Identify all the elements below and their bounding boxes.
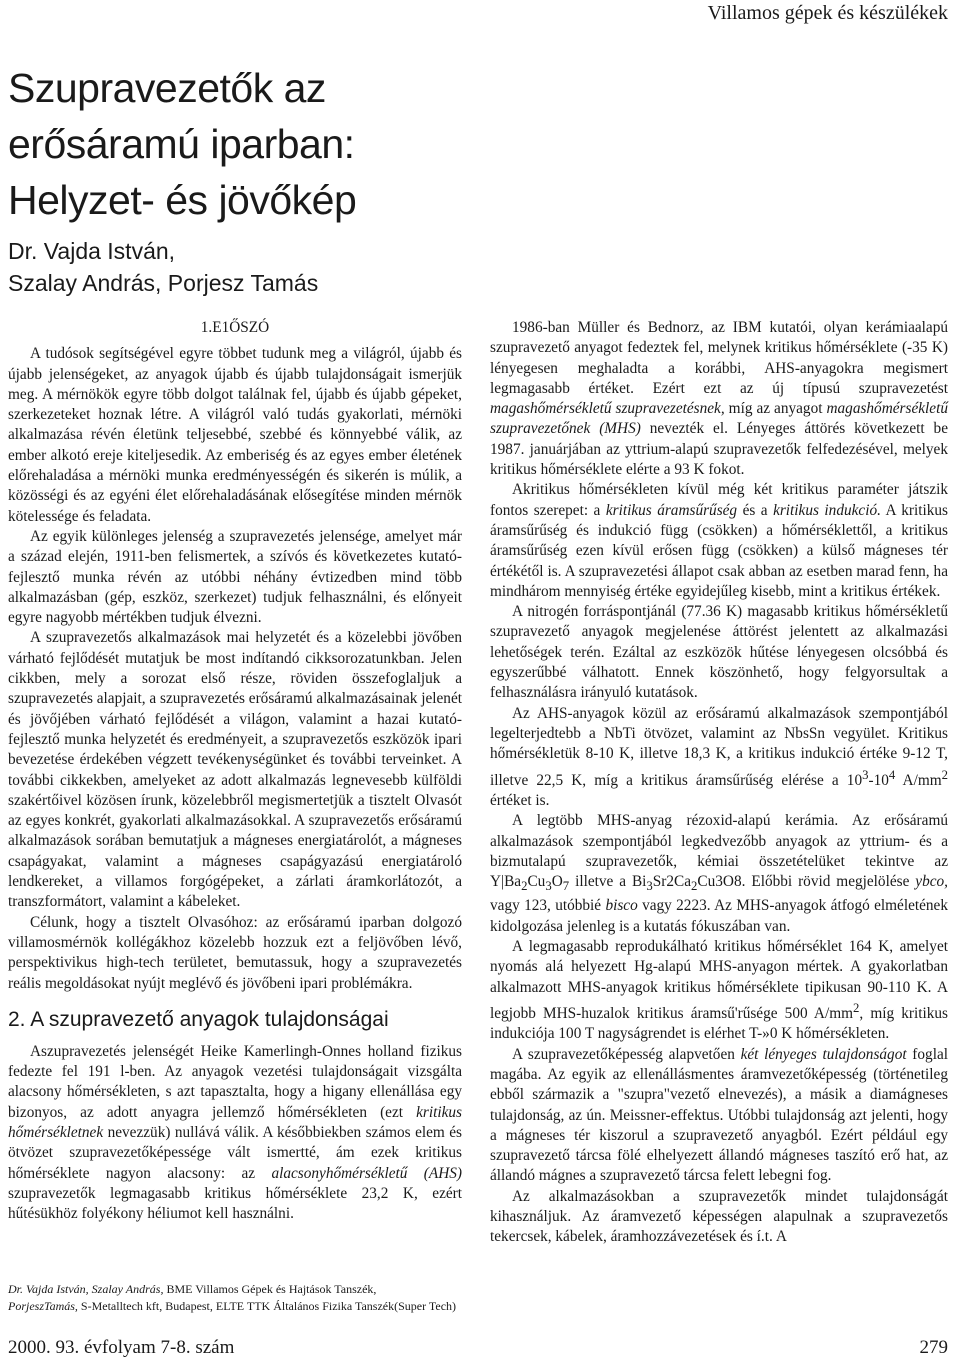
issue-info: 2000. 93. évfolyam 7-8. szám	[8, 1337, 235, 1358]
text-run: , míg kritikus indukciója 100 T nagyságrendet is elérhet T-»0 K hőmérsékleten.	[490, 1005, 948, 1043]
text-run: A szupravezetőképesség alapvetően	[512, 1045, 741, 1063]
text-run: foglal magába. Az egyik az ellenállásmentes áramvezetőképesség (történetileg ebből származik a "szupra"vezető elnevezés), a másik a diamágneses tulajdonság, az ún. Meissner-effektus. Utóbbi tulajdonság azt jelenti, hogy a mágneses tér kiszorul a szupravezető anyagból. Ezért például egy szupravezető tárcsa fölé elhelyezett állandó mágneses taszító erő hat, az állandó mágnes a szupravezető tárcsa felett lebegni fog.	[490, 1045, 948, 1185]
superscript: 3	[862, 767, 869, 782]
text-run: illetve a Bi	[569, 873, 647, 891]
paragraph: Az alkalmazásokban a szupravezetők mindet tulajdonságát kihasználjuk. Az áramvezető képességen alapulnak a szupravezetős tekercsek, kábelek, áramhozzávezetések és í.t. A	[490, 1187, 948, 1246]
emphasis: kritikus indukció.	[773, 501, 881, 519]
emphasis: magashőmérsékletű szupravezetésnek,	[490, 400, 725, 418]
superscript: 2	[853, 1000, 860, 1015]
footnote-affiliation: BME Villamos Gépek és Hajtások Tanszék,	[163, 1282, 377, 1296]
subscript: 2	[521, 879, 528, 894]
paragraph: A nitrogén forráspontjánál (77.36 K) magasabb kritikus hőmérsékletű szupravezető anyagok megjelenése áttörést jelentett az alkalmazási lehetőségek terén. Ezáltal az eszközök hűtése lényegesen olcsóbbá és egyszerűbbé válhatott. Ennek köszönhető, hogy felgyorsultak a felhasználásra irányuló kutatások.	[490, 603, 948, 702]
title-line: erősáramú iparban:	[8, 121, 355, 167]
article-authors	[8, 235, 478, 299]
section-heading-2: 2. A szupravezető anyagok tulajdonságai	[8, 1007, 389, 1031]
footnote-authors: PorjeszTamás,	[8, 1299, 78, 1313]
author-line: Dr. Vajda István,	[8, 238, 176, 264]
paragraph: A szupravezetős alkalmazások mai helyzetét és a közelebbi jövőben várható fejlődését mutatjuk be most indítandó cikksorozatunkban. Jelen cikkben, mely a sorozat első része, röviden összefoglaljuk a szupravezetés alapjait, a szupravezetés erősáramú alkalmazásainak jelenét és jövőjében várható fejlődését a világon, valamint a hazai kutató-fejlesztő munka helyzetét és eredményeit, a szupravezetős eszközök ipari bevezetése érdekében végzett tevékenységünket és további terveinket. A további cikkekben, amelyeket az adott alkalmazás legnevesebb külföldi szakértőivel közösen írunk, közelebbről megismertetjük a tisztelt Olvasót az egyes konkrét, gyakorlati alkalmazásokkal. A szupravezetős erősáramú alkalmazások sorában bemutatjuk a mágneses energiatárolót, a mágneses csapágyakat, valamint a mágneses csapágyazású energiatároló lendkereket, a villamos forgógépeket, a zárlati áramkorlátozót, a transzformátort, valamint a kábeleket.	[8, 629, 462, 911]
paragraph: Az egyik különleges jelenség a szupravezetés jelensége, amelyet már a század elején, 1911-ben felismertek, a szívós és következetes kutató-fejlesztő munka révén az utóbbi néhány évtizedben mind több alkalmazásban (gép, eszköz, szerkezet) tudjuk felhasználni, és előnyeit egyre nagyobb mértékben tudjuk élvezni.	[8, 527, 462, 627]
paragraph	[490, 1045, 948, 1187]
text-run: és a	[737, 501, 774, 519]
text-run: nevezzük) nullává válik. A későbbiekben számos elem és ötvözet szupravezetőképessége vált ismertté, ám ezek kritikus hőmérséklete nagyon alacsony: az	[8, 1123, 462, 1182]
author-line: Szalay András, Porjesz Tamás	[8, 270, 319, 296]
superscript: 4	[888, 767, 896, 782]
paragraph	[490, 704, 948, 812]
author-footnote	[8, 1281, 468, 1315]
emphasis: alacsonyhőmérsékletű (AHS)	[271, 1164, 462, 1182]
emphasis: ybco,	[915, 873, 948, 891]
superscript: 2	[941, 767, 948, 782]
right-column	[490, 318, 948, 1248]
text-run: nevezték el. Lényeges áttörés következett be 1987. januárjában az yttrium-alapú szupravezetők felfedezésével, melyek kritikus hőmérséklete elérte a 93 K fokot.	[490, 420, 948, 479]
subscript: 3	[646, 879, 653, 894]
left-column	[8, 318, 462, 1224]
text-run: A/mm	[895, 771, 942, 789]
text-run: Cu3O8. Előbbi rövid megjelölése	[697, 873, 916, 891]
article-title	[8, 60, 478, 228]
emphasis: bisco	[605, 897, 638, 915]
subscript: 7	[562, 879, 570, 894]
emphasis: két lényeges tulajdonságot	[740, 1045, 907, 1063]
text-run: Az AHS-anyagok közül az erősáramú alkalmazások szempontjából legelterjedtebb a NbTi ötvözet, valamint az NbsSn vegyület. Kritikus hőmérsékletük 8-10 K, illetve 18,3 K, a kritikus indukció értéke 9-12 T, illetve 22,5 K, míg a kritikus áramsűrűség elérése a 10	[490, 704, 948, 789]
journal-header: Villamos gépek és készülékek	[707, 2, 948, 24]
text-run: Aszupravezetés jelenségét Heike Kamerlingh-Onnes holland fizikus fedezte fel 191 l-ben. Az anyagok vezetési tulajdonságait vizsgálta alacsony hőmérsékleten, s azt tapasztalta, hogy a higany ellenállása egy bizonyos, az adott anyagra jellemző hőmérsékleten (ezt	[8, 1042, 462, 1121]
title-line: Szupravezetők az	[8, 65, 326, 111]
paragraph	[490, 811, 948, 937]
section-heading-1: 1.E1ŐSZÓ	[200, 319, 270, 336]
text-run: -10	[868, 771, 889, 789]
text-run: szupravezetők legmagasabb kritikus hőmérséklete 23,2 K, ezért hűtésükhöz folyékony héliumot kell használni.	[8, 1184, 462, 1223]
paragraph	[8, 1042, 462, 1225]
paragraph	[490, 318, 948, 480]
title-line: Helyzet- és jövőkép	[8, 177, 357, 223]
footnote-affiliation: S-Metalltech kft, Budapest, ELTE TTK Általános Fizika Tanszék(Super Tech)	[77, 1299, 457, 1313]
text-run: Cu	[527, 873, 546, 891]
text-run: A legtöbb MHS-anyag rézoxid-alapú kerámia. Az erősáramú alkalmazások szempontjából legkedvezőbb anyagok az yttrium- és a bizmutalapú szupravezetők, kémiai összetételüket tekintve az Y|Ba	[490, 812, 948, 891]
paragraph: Célunk, hogy a tisztelt Olvasóhoz: az erősáramú iparban dolgozó villamosmérnök kollégákhoz közelebb hozzuk ezt a feljövőben lévő, perspektivikus high-tech területet, bemutassuk, hogy a szupravezetés reális megoldásokat nyújt meglévő és jövőbeni ipari problémákra.	[8, 913, 462, 992]
paragraph: A tudósok segítségével egyre többet tudunk meg a világról, újabb és újabb jelenségeket, az anyagok újabb és újabb tulajdonságait ismerjük meg. A mérnökök egyre több dolgot találnak fel, újabb és újabb gépeket, szerkezeteket hoznak létre. A világról való tudás gyakorlati, mérnöki alkalmazása révén életünk teljesebbé, szebbé és könnyebbé válik, az ember alkotó ereje kiteljesedik. Az emberiség és az egyes ember életének előrehaladása a mérnöki munka eredményességén és sikerén is múlik, a közösségi és az egyéni élet előrehaladásának elősegítése minden mérnök kötelessége és feladata.	[8, 345, 462, 525]
text-run: értéket is.	[490, 791, 550, 809]
text-run: Akritikus hőmérsékleten kívül még két kritikus paraméter játszik fontos szerepet: a	[490, 481, 948, 519]
paragraph	[490, 937, 948, 1045]
emphasis: magashőmérsékletű szupravezetőnek (MHS)	[490, 400, 948, 438]
text-run: O	[551, 873, 563, 891]
subscript: 2	[691, 879, 698, 894]
text-run: Sr2Ca	[652, 873, 692, 891]
emphasis: kritikus hőmérsékletnek	[8, 1103, 462, 1141]
text-run: 1986-ban Müller és Bednorz, az IBM kutatói, olyan kerámiaalapú szupravezető anyagot fedeztek fel, melynek kritikus hőmérséklete (-35 K) lényegesen meghaladta a korábbi, AHS-anyagokra megismert legmagasabb értéket. Ezért ezt az új típusú szupravezetést	[490, 319, 948, 397]
page-number: 279	[919, 1337, 948, 1358]
text-run: A legmagasabb reprodukálható kritikus hőmérséklet 164 K, amelyet nyomás alá helyezett Hg-alapú MHS-anyagon mértek. A gyakorlatban alkalmazott MHS-anyagok kritikus hőmérséklete tipikusan 90-110 K. A legjobb MHS-huzalok kritikus áramsű'rűsége 500 A/mm	[490, 938, 948, 1023]
text-run: A kritikus áramsűrűség és indukció függ (csökken) a hőmérséklettől, a kritikus áramsűrűség ezen kívül erősen függ (csökken) a külső mágneses tér értékétől is. A szupravezetési állapot csak abban az esetben marad fenn, ha mindhárom mennyiség értéke egyidejűleg kisebb, mint a kritikus értékek.	[490, 501, 948, 600]
text-run: míg az anyagot	[724, 400, 827, 418]
paragraph	[490, 480, 948, 602]
emphasis: kritikus áramsűrűség	[605, 501, 738, 519]
footnote-authors: Dr. Vajda István, Szalay András,	[8, 1282, 164, 1296]
text-run: vagy 2223. Az MHS-anyagok átfogó elméletének kidolgozása jelenleg is a kutatás fókuszában van.	[490, 897, 948, 935]
subscript: 3	[545, 879, 552, 894]
text-run: vagy 123, utóbbié	[490, 897, 606, 915]
